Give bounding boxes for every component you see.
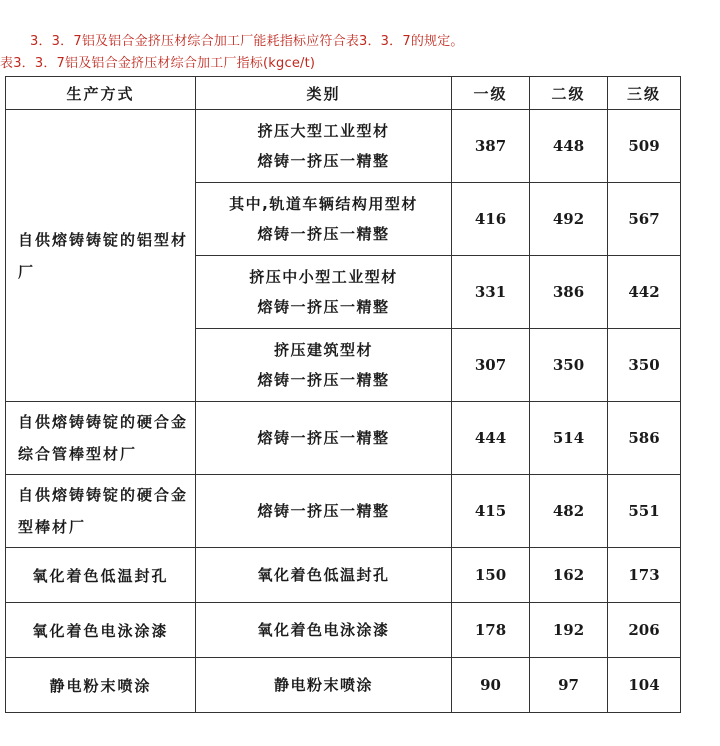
production-method-cell: 自供熔铸铸锭的硬合金型棒材厂 xyxy=(6,475,196,548)
category-line: 挤压建筑型材 xyxy=(273,341,373,359)
category-cell xyxy=(196,329,452,402)
value-cell: 162 xyxy=(530,548,608,603)
value-cell: 492 xyxy=(530,183,608,256)
value-cell: 387 xyxy=(452,110,530,183)
header-level-3: 三级 xyxy=(608,77,681,110)
table-row xyxy=(6,658,681,713)
table-header-row xyxy=(6,77,681,110)
value-cell: 442 xyxy=(608,256,681,329)
value-cell: 307 xyxy=(452,329,530,402)
table-caption: 表3．3．7铝及铝合金挤压材综合加工厂指标(kgce/t) xyxy=(0,56,316,71)
value-cell: 551 xyxy=(608,475,681,548)
value-cell: 350 xyxy=(608,329,681,402)
value-cell: 509 xyxy=(608,110,681,183)
value-cell: 104 xyxy=(608,658,681,713)
production-method-cell: 自供熔铸铸锭的铝型材厂 xyxy=(6,110,196,402)
table-row xyxy=(6,110,681,183)
table-row xyxy=(6,475,681,548)
category-line: 其中,轨道车辆结构用型材 xyxy=(229,195,418,213)
value-cell: 386 xyxy=(530,256,608,329)
category-line: 熔铸一挤压一精整 xyxy=(257,225,390,243)
value-cell: 444 xyxy=(452,402,530,475)
value-cell: 448 xyxy=(530,110,608,183)
category-cell: 熔铸一挤压一精整 xyxy=(196,475,452,548)
production-method-cell: 氧化着色低温封孔 xyxy=(6,548,196,603)
energy-index-table xyxy=(5,76,681,713)
header-category: 类别 xyxy=(196,77,452,110)
value-cell: 192 xyxy=(530,603,608,658)
value-cell: 514 xyxy=(530,402,608,475)
category-line: 熔铸一挤压一精整 xyxy=(257,371,390,389)
value-cell: 97 xyxy=(530,658,608,713)
value-cell: 331 xyxy=(452,256,530,329)
category-cell: 静电粉末喷涂 xyxy=(196,658,452,713)
table-row xyxy=(6,402,681,475)
value-cell: 178 xyxy=(452,603,530,658)
header-level-1: 一级 xyxy=(452,77,530,110)
table-row xyxy=(6,548,681,603)
value-cell: 482 xyxy=(530,475,608,548)
production-method-cell: 自供熔铸铸锭的硬合金综合管棒型材厂 xyxy=(6,402,196,475)
production-method-cell: 静电粉末喷涂 xyxy=(6,658,196,713)
value-cell: 206 xyxy=(608,603,681,658)
category-line: 熔铸一挤压一精整 xyxy=(257,152,390,170)
category-line: 挤压大型工业型材 xyxy=(257,122,390,140)
category-cell xyxy=(196,256,452,329)
value-cell: 350 xyxy=(530,329,608,402)
category-cell xyxy=(196,110,452,183)
value-cell: 90 xyxy=(452,658,530,713)
category-cell: 熔铸一挤压一精整 xyxy=(196,402,452,475)
production-method-cell: 氧化着色电泳涂漆 xyxy=(6,603,196,658)
table-row xyxy=(6,603,681,658)
category-cell: 氧化着色电泳涂漆 xyxy=(196,603,452,658)
header-production-method: 生产方式 xyxy=(6,77,196,110)
intro-text: 3．3．7铝及铝合金挤压材综合加工厂能耗指标应符合表3．3．7的规定。 xyxy=(30,34,464,49)
value-cell: 150 xyxy=(452,548,530,603)
category-cell xyxy=(196,183,452,256)
value-cell: 173 xyxy=(608,548,681,603)
value-cell: 415 xyxy=(452,475,530,548)
category-line: 熔铸一挤压一精整 xyxy=(257,298,390,316)
value-cell: 586 xyxy=(608,402,681,475)
header-level-2: 二级 xyxy=(530,77,608,110)
category-cell: 氧化着色低温封孔 xyxy=(196,548,452,603)
value-cell: 416 xyxy=(452,183,530,256)
value-cell: 567 xyxy=(608,183,681,256)
category-line: 挤压中小型工业型材 xyxy=(249,268,398,286)
